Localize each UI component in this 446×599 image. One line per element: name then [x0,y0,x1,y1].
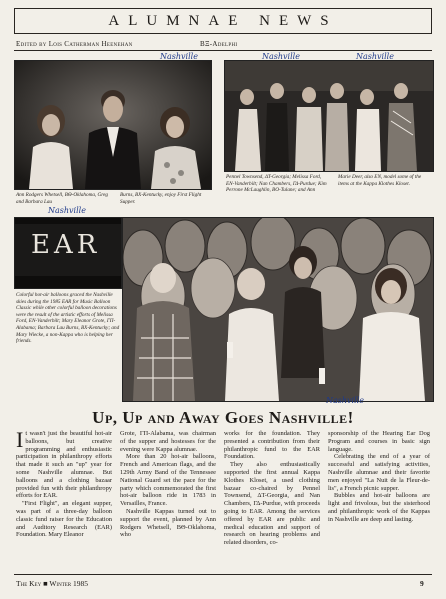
article-paragraph: Grote, ΓΠ-Alabama, was chairman of the supper and hostesses for the evening were Kappa alumnae. [120,430,216,453]
handwriting-note: Nashville [262,52,300,61]
drop-cap: I [16,427,24,452]
ear-sign-text: EAR [31,230,101,260]
banner-title: ALUMNAE NEWS [108,12,338,29]
article-paragraph: sponsorship of the Hearing Ear Dog Program and courses in basic sign language. [328,430,430,453]
article-column-4 [328,430,430,524]
chapter-byline: BΞ-Adelphi [200,40,238,48]
article-paragraph: works for the foundation. They presented a contribution from their philanthropic fund to the EAR Foundation. [224,430,320,461]
editor-byline: Edited by Lois Catherman Heenehan [16,40,133,48]
article-paragraph: Celebrating the end of a year of successful and satisfying activities, Nashville alumnae and their favorite men enjoyed "La Nuit de la Fleur-de-lis", a French picnic supper. [328,453,430,492]
header-rule [14,50,432,51]
handwriting-note: Nashville [356,52,394,61]
article-paragraph: t wasn't just the beautiful hot-air balloons, but creative programming and enthusiastic participation in philanthropy efforts that made it such an "up" year for some Nashville alumnae. But balloons and a clothing bazaar provided fun with their philanthropy efforts for EAR. [16,430,112,500]
footer-publication: The Key ■ Winter 1985 [16,579,89,588]
caption-first-flight-left: Ann Rodgers Whetsell, BΘ-Oklahoma, Greg and Barbara Lau [16,192,109,205]
article-column-1 [16,427,112,539]
article-paragraph: Bubbles and hot-air balloons are light and frivolous, but the sisterhood and philanthropic work of the Kappas in Nashville are deep and lasting. [328,492,430,523]
photo-kappa-klothes-kloset [224,60,434,172]
page-number: 9 [420,579,424,588]
article-paragraph: Nashville Kappas turned out to support the event, planned by Ann Rodgers Whetsell, BΘ-Oklahoma, who [120,507,216,539]
article-headline: Up, Up and Away Goes Nashville! [92,408,354,427]
article-column-3 [224,430,320,547]
handwriting-note: Nashville [48,206,86,215]
article-paragraph: More than 20 hot-air balloons, French and American flags, and the 129th Army Band of the Tennessee National Guard set the pace for the party which commemorated the first hot-air balloon ride in 1783 in Versailles, France. [120,453,216,508]
caption-balloon-decorations: Colorful hot-air balloons graced the Nashville skies during the 1985 EAR for Music Balloon Classic while other colorful balloon decorations were the result of the artistic efforts of Melissa Ford, EN-Vanderbilt; Mary Eleanor Grote, ΓΠ-Alabama; Barbara Lau Burns, BX-Kentucky; and Mary Wiecke, a non-Kappa who is helping her friends. [16,292,120,345]
article-paragraph: "First Flight", an elegant supper, was part of a three-day balloon classic fund raiser for the Education and Auditory Research (EAR) Foundation. Mary Eleanor [16,500,112,539]
article-column-2 [120,430,216,539]
article-paragraph: They also enthusiastically supported the first annual Kappa Klothes Kloset, a used clothing bazaar co-chaired by Pennel Townsend, ΔT-Georgia, and Nan Chambers, ΓΔ-Purdue, with proceeds going to EAR. Among the services offered by EAR are public and medical education and support of research on hearing problems and related disorders, co- [224,461,320,547]
handwriting-note: Nashville [326,396,364,405]
handwriting-note: Nashville [160,52,198,61]
photo-ear-sign [14,217,122,289]
caption-kloset-right: Marie Deer, also EN, model some of the items at the Kappa Klothes Kloset. [338,174,422,187]
caption-first-flight-right: Burns, BX-Kentucky, enjoy First Flight Supper. [120,192,202,205]
photo-first-flight-supper [14,60,212,190]
caption-kloset-left: Pennel Townsend, ΔT-Georgia; Melissa Ford, EN-Vanderbilt; Nan Chambers, ΓΔ-Purdue; Kim Perrone McLaughlin, BO-Tulane; and Ann [226,174,327,194]
section-banner [14,8,432,34]
footer-rule [14,574,432,575]
photo-balloon-decorations [122,217,434,402]
